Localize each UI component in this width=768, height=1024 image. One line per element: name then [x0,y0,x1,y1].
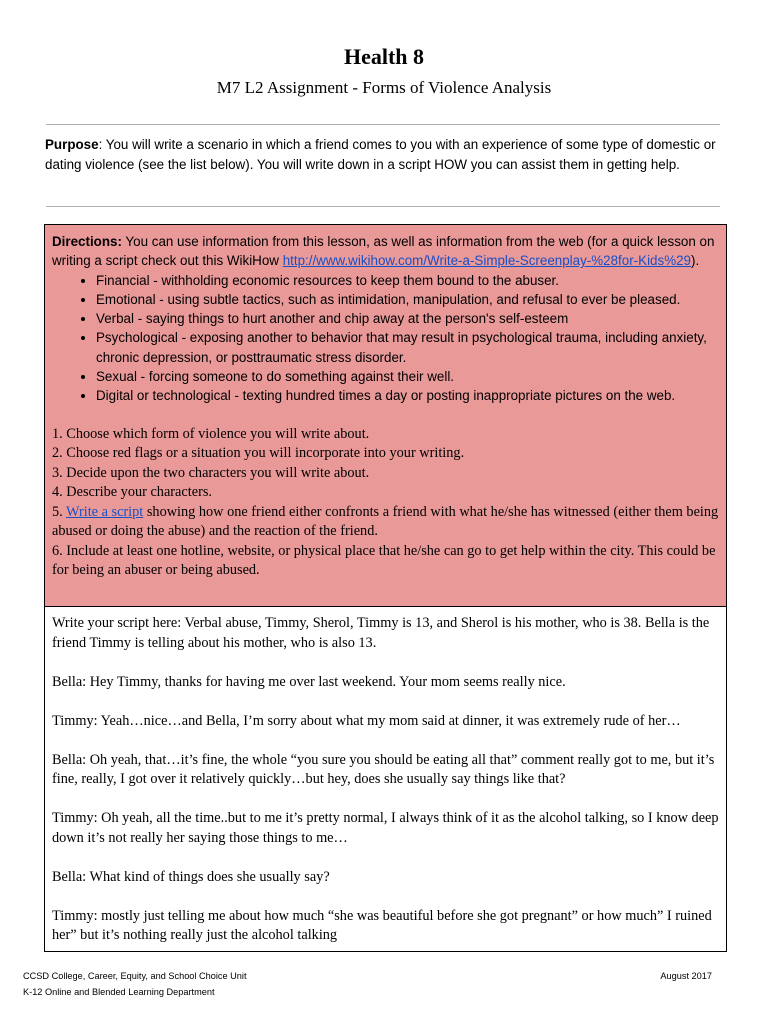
directions-intro [52,232,720,271]
footer-date: August 2017 [660,971,712,981]
directions-box [44,224,727,607]
steps-list [52,425,720,581]
write-a-script-link[interactable]: Write a script [66,503,144,520]
script-paragraph: Timmy: Oh yeah, all the time..but to me it’s pretty normal, I always think of it as the alcohol talking, so I know deep down it’s not really her saying those things to me… [52,810,719,846]
violence-forms-list [52,271,720,406]
divider [46,206,720,207]
list-item: • Sexual - forcing someone to do something against their well. [96,367,720,386]
footer-unit: CCSD College, Career, Equity, and School Choice Unit [23,971,247,981]
step-item: 4. Describe your characters. [52,484,212,501]
step5-number: 5. [52,503,67,520]
script-paragraph: Timmy: Yeah…nice…and Bella, I’m sorry about what my mom said at dinner, it was extremely rude of her… [52,712,681,729]
script-box[interactable] [44,607,727,952]
step5-text: showing how one friend either confronts a friend with what he/she has witnessed (either them being abused or doing the abuse) and the reaction of the friend. [52,503,719,540]
step-item [52,503,720,542]
step-item: 1. Choose which form of violence you will write about. [52,425,370,442]
step-item: 3. Decide upon the two characters you will write about. [52,464,370,481]
footer-department: K-12 Online and Blended Learning Department [23,987,215,997]
list-item: • Emotional - using subtle tactics, such as intimidation, manipulation, and refusal to ever be pleased. [96,290,720,309]
footer-left [23,968,247,1000]
page-title: Health 8 [343,44,425,69]
wikihow-link[interactable]: http://www.wikihow.com/Write-a-Simple-Screenplay-%28for-Kids%29 [282,253,691,269]
step-item: 6. Include at least one hotline, website, or physical place that he/she can go to get help within the city. This could be for being an abuser or being abused. [52,542,716,579]
list-item: • Verbal - saying things to hurt another and chip away at the person's self-esteem [96,309,720,328]
directions-closing: ). [691,253,700,269]
page-subtitle: M7 L2 Assignment - Forms of Violence Analysis [216,78,552,97]
purpose-text: : You will write a scenario in which a friend comes to you with an experience of some type of domestic or dating violence (see the list below). You will write down in a script HOW you can assist them in getting help. [45,137,716,172]
directions-label: Directions: [52,234,122,249]
list-item: • Psychological - exposing another to behavior that may result in psychological trauma, including anxiety, chronic depression, or posttraumatic stress disorder. [96,328,720,367]
script-paragraph: Bella: Hey Timmy, thanks for having me over last weekend. Your mom seems really nice. [52,673,566,690]
script-paragraph: Bella: What kind of things does she usually say? [52,868,330,885]
directions-text: You can use information from this lesson, as well as information from the web (for a quick lesson on writing a script check out this WikiHow [52,234,715,269]
script-paragraph: Bella: Oh yeah, that…it’s fine, the whole “you sure you should be eating all that” comment really got to me, but it’s fine, really, I got over it relatively quickly…but hey, does she usually say things like that? [52,751,715,787]
list-item: • Financial - withholding economic resources to keep them bound to the abuser. [96,271,720,290]
divider [46,124,720,125]
purpose-label: Purpose [45,137,99,152]
step-item: 2. Choose red flags or a situation you will incorporate into your writing. [52,445,465,462]
purpose-section [45,135,725,174]
list-item: • Digital or technological - texting hundred times a day or posting inappropriate pictures on the web. [96,386,720,405]
script-paragraph: Write your script here: Verbal abuse, Timmy, Sherol, Timmy is 13, and Sherol is his mother, who is 38. Bella is the friend Timmy is telling about his mother, who is also 13. [52,615,710,651]
script-paragraph: Timmy: mostly just telling me about how much “she was beautiful before she got pregnant” or how much” I ruined her” but it’s nothing really just the alcohol talking [52,907,712,943]
